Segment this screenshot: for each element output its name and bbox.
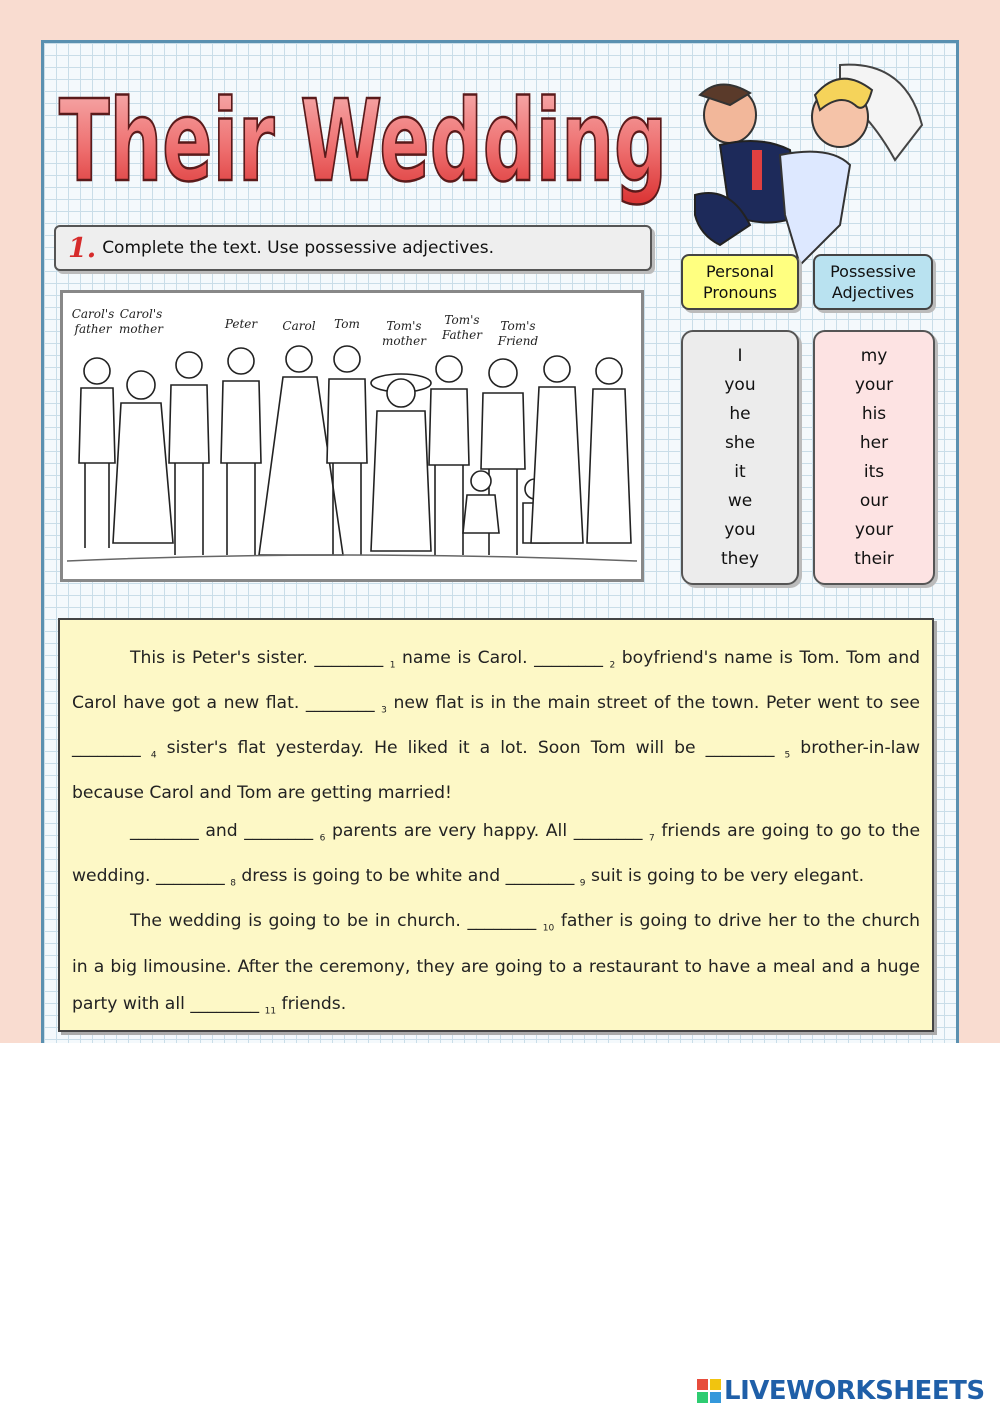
answer-blank-11[interactable]: ________ <box>190 994 260 1015</box>
sentence: boyfriend's name is Tom. Tom and Carol have got a new flat. <box>72 648 921 714</box>
blank-number: 5 <box>784 750 791 761</box>
answer-blank-4[interactable]: ________ <box>72 738 141 759</box>
pronoun-item: they <box>721 549 759 569</box>
answer-blank-5[interactable]: ________ <box>705 738 775 759</box>
label-peter: Peter <box>224 317 258 331</box>
answer-blank-3[interactable]: ________ <box>305 693 375 714</box>
sentence: name is Carol. <box>402 648 528 668</box>
possessive-item: our <box>859 491 889 511</box>
label-carols-mother: Carol's mother <box>119 307 163 336</box>
label-carol: Carol <box>282 319 316 333</box>
answer-blank-2[interactable]: ________ <box>534 648 603 668</box>
blank-number: 11 <box>264 1006 277 1017</box>
label-toms-father: Tom's Father <box>441 313 483 342</box>
blank-number: 9 <box>579 878 586 889</box>
possessive-item: my <box>860 346 888 366</box>
personal-pronouns-list <box>681 330 799 585</box>
sentence: brother-in-law because Carol and Tom are getting married! <box>72 738 921 804</box>
pronoun-item: he <box>729 404 751 424</box>
answer-blank-1[interactable]: ________ <box>314 648 384 668</box>
label-toms-mother: Tom's mother <box>382 319 426 348</box>
answer-blank-10[interactable]: ________ <box>467 911 537 932</box>
blank-number: 2 <box>609 660 616 671</box>
possessive-item: their <box>854 549 894 569</box>
title-text: Their Wedding <box>59 77 667 207</box>
possessive-item: your <box>854 375 894 395</box>
sentence: dress is going to be white and <box>241 866 501 887</box>
wedding-group-picture <box>60 290 644 582</box>
pronoun-item: I <box>737 346 743 366</box>
sentence: This is Peter's sister. <box>130 648 308 668</box>
blank-number: 7 <box>649 833 655 844</box>
liveworksheets-brand <box>697 1374 985 1408</box>
blank-number: 1 <box>389 660 396 671</box>
pronoun-item: she <box>724 433 756 453</box>
possessive-adjectives-header: Possessive Adjectives <box>813 254 933 310</box>
pronoun-item: you <box>724 375 756 395</box>
pronoun-item: we <box>727 491 753 511</box>
pronoun-item: you <box>724 520 756 540</box>
pronoun-item: it <box>734 462 746 482</box>
passage-box <box>58 618 934 1032</box>
exercise-number: 1. <box>68 232 97 264</box>
answer-blank-8[interactable]: ________ <box>155 866 225 887</box>
label-toms-friend: Tom's Friend <box>497 319 539 348</box>
answer-blank-6a[interactable]: ________ <box>130 821 199 842</box>
sentence: father is going to drive her to the church in a big limousine. After the ceremony, they are going to a restaurant to have a meal and a huge party with all <box>72 911 920 1015</box>
label-tom: Tom <box>334 317 360 331</box>
possessive-item: his <box>861 404 887 424</box>
possessive-item: its <box>863 462 885 482</box>
blank-number: 10 <box>542 923 555 934</box>
blank-number: 3 <box>381 705 387 716</box>
answer-blank-6b[interactable]: ________ <box>244 821 314 842</box>
label-carols-father: Carol's father <box>71 307 115 336</box>
sentence: suit is going to be very elegant. <box>591 866 865 887</box>
worksheet-title <box>55 62 675 207</box>
blank-number: 6 <box>319 833 326 844</box>
sentence: friends. <box>281 994 347 1015</box>
bride-groom-illustration <box>690 55 930 265</box>
possessive-adjectives-list <box>813 330 935 585</box>
exercise-instruction: Complete the text. Use possessive adjectives. <box>102 238 494 258</box>
answer-blank-9[interactable]: ________ <box>505 866 575 887</box>
personal-pronouns-header: Personal Pronouns <box>681 254 799 310</box>
passage-paragraph-1 <box>72 640 920 813</box>
conjunction: and <box>205 821 238 842</box>
sentence: parents are very happy. All <box>331 821 568 842</box>
exercise-instruction-banner <box>54 225 652 271</box>
passage-paragraph-3 <box>72 903 920 1031</box>
blank-number: 4 <box>150 750 157 761</box>
sentence: friends are going to go to the wedding. <box>72 821 921 887</box>
answer-blank-7[interactable]: ________ <box>573 821 643 842</box>
possessive-item: your <box>854 520 894 540</box>
liveworksheets-logo-icon <box>697 1379 721 1403</box>
sentence: The wedding is going to be in church. <box>130 911 461 932</box>
sentence: sister's flat yesterday. He liked it a lot. Soon Tom will be <box>166 738 696 759</box>
possessive-item: her <box>859 433 889 453</box>
brand-name: LIVEWORKSHEETS <box>724 1376 985 1406</box>
sentence: new flat is in the main street of the town. Peter went to see <box>393 693 920 714</box>
blank-number: 8 <box>230 878 236 889</box>
passage-paragraph-2 <box>72 813 920 903</box>
